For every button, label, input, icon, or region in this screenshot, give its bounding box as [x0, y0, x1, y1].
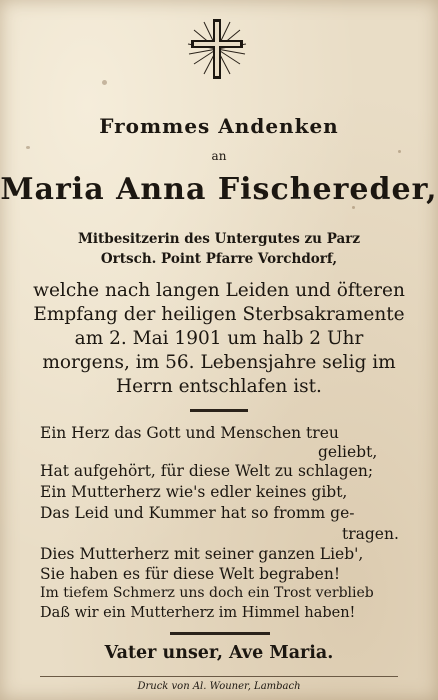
printer-credit: Druck von Al. Wouner, Lambach: [137, 681, 301, 692]
body-line-5: Herrn entschlafen ist.: [116, 376, 322, 397]
body-line-1: welche nach langen Leiden und öfteren: [33, 280, 405, 301]
deceased-name: Maria Anna Fischereder,: [0, 172, 438, 207]
subtitle-line-1: Mitbesitzerin des Untergutes zu Parz: [77, 231, 361, 247]
poem-line-7: Dies Mutterherz mit seiner ganzen Lieb',: [40, 545, 364, 563]
poem-line-3: Hat aufgehört, für diese Welt zu schlagen;: [40, 462, 374, 480]
card-title: Frommes Andenken: [99, 114, 339, 138]
divider-bottom: [170, 632, 270, 635]
poem-line-6: tragen.: [342, 525, 399, 543]
subtitle-line-2: Ortsch. Point Pfarre Vorchdorf,: [100, 251, 338, 267]
body-line-4: morgens, im 56. Lebensjahre selig im: [42, 352, 396, 373]
poem-line-10: Daß wir ein Mutterherz im Himmel haben!: [40, 605, 356, 621]
poem-line-1: Ein Herz das Gott und Menschen treu: [40, 424, 339, 442]
printer-rule: [40, 676, 398, 677]
body-line-3: am 2. Mai 1901 um halb 2 Uhr: [74, 328, 364, 349]
dedication-word: an: [211, 149, 227, 163]
poem-line-8: Sie haben es für diese Welt begraben!: [40, 565, 341, 583]
ink-spot: [352, 206, 355, 209]
poem-line-2: geliebt,: [318, 443, 378, 461]
ink-spot: [102, 80, 107, 85]
poem-line-4: Ein Mutterherz wie's edler keines gibt,: [40, 483, 348, 501]
divider-top: [190, 409, 248, 412]
body-line-2: Empfang der heiligen Sterbsakramente: [33, 304, 405, 325]
radiant-cross-icon: [186, 18, 248, 80]
ink-spot: [26, 146, 30, 149]
ink-spot: [398, 150, 401, 153]
poem-line-9: Im tiefem Schmerz uns doch ein Trost verblieb: [40, 585, 374, 601]
poem-line-5: Das Leid und Kummer hat so fromm ge-: [40, 504, 355, 522]
prayer-line: Vater unser, Ave Maria.: [104, 643, 334, 663]
